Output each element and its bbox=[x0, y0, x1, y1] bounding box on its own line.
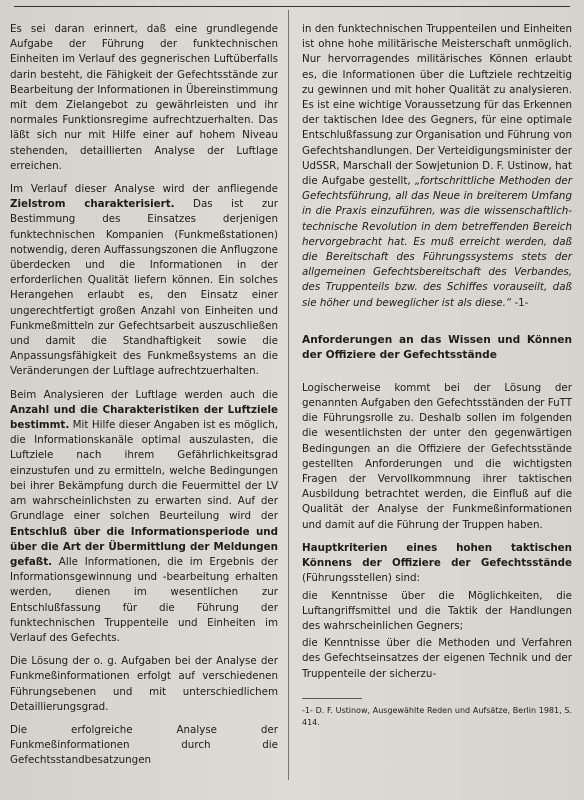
list-item: die Kenntnisse über die Methoden und Verfahren des Gefechtseinsatzes der eigenen Technik und der Truppenteile der sicherzu- bbox=[302, 637, 572, 680]
emphasis: Entschluß über die Informationsperiode und über die Art der Übermittlung der Meldungen gefaßt. bbox=[10, 525, 278, 568]
top-rule bbox=[14, 6, 570, 7]
section-heading: Anforderungen an das Wissen und Können der Offiziere der Gefechtsstände bbox=[302, 333, 572, 361]
right-column bbox=[302, 22, 572, 731]
list-item: die Kenntnisse über die Möglichkeiten, die Luftangriffsmittel und die Taktik der Handlungen des wahrscheinlichen Gegners; bbox=[302, 589, 572, 632]
paragraph: Im Verlauf dieser Analyse wird der anfliegende Zielstrom charakterisiert. Das ist zur Bestimmung des Einsatzes derjenigen funktechnischen Kompanien (Funkmeßstationen) notwendig, deren Auffassungszonen die Anflugzone überdecken und die Informationen in der erforderlichen Qualität liefern können. Ein solches Herangehen erlaubt es, den Einsatz einer ungerechtfertigt großen Anzahl von Einheiten und Funkmeßmitteln zur Gefechtsarbeit auszuschließen und damit die Standhaftigkeit sowie die Anpassungsfähigkeit des Funkmeßsystems an die Veränderungen der Luftlage aufrechtzuerhalten. bbox=[10, 183, 278, 378]
paragraph: Die Lösung der o. g. Aufgaben bei der Analyse der Funkmeßinformationen erfolgt auf verschiedenen Führungsebenen und mit unterschiedlichem Detaillierungsgrad. bbox=[10, 655, 278, 713]
emphasis: Hauptkriterien eines hohen taktischen Könnens der Offiziere der Gefechtsstände bbox=[302, 541, 572, 570]
footnote: -1- D. F. Ustinow, Ausgewählte Reden und Aufsätze, Berlin 1981, S. 414. bbox=[302, 705, 572, 727]
paragraph: Es sei daran erinnert, daß eine grundlegende Aufgabe der Führung der funktechnischen Einheiten im Verlauf des gegnerischen Luftüberfalls darin besteht, die Fähigkeit der Gefechtsstände zur Bearbeitung der Informationen in Übereinstimmung mit dem Zielangebot zu gewährleisten und ihr normales Funktionsregime aufrechtzuerhalten. Das läßt sich nur mit Hilfe einer auf hohem Niveau stehenden, detaillierten Analyse der Luftlage erreichen. bbox=[10, 23, 278, 172]
paragraph: Hauptkriterien eines hohen taktischen Könnens der Offiziere der Gefechtsstände (Führungsstellen) sind: bbox=[302, 541, 572, 585]
paragraph: Logischerweise kommt bei der Lösung der genannten Aufgaben den Gefechtsständen der FuTT die Führungsrolle zu. Deshalb sollen im folgenden die wesentlichsten der unter den gegenwärtigen Bedingungen an die Offiziere der Gefechtsstände gestellten Anforderungen und die wichtigsten Fragen der Vervollkommnung ihrer taktischen Ausbildung betrachtet werden, die Einfluß auf die Qualität der Analyse der Funkmeßinformationen und damit auf die Führung der Truppen haben. bbox=[302, 381, 572, 531]
paragraph: Die erfolgreiche Analyse der Funkmeßinformationen durch die Gefechtsstandbesatzungen bbox=[10, 723, 278, 767]
left-column bbox=[10, 22, 278, 771]
emphasis: Zielstrom charakterisiert. bbox=[10, 198, 175, 211]
paragraph: in den funktechnischen Truppenteilen und Einheiten ist ohne hohe militärische Meisterschaft unmöglich. Nur hervorragendes militärisches Können erlaubt es, die Informationen über die Luftziele rechtzeitig zu gewinnen und mit hoher Qualität zu analysieren. Es ist eine wichtige Voraussetzung für das Erkennen der taktischen Idee des Gegners, für eine optimale Entschlußfassung zur Organisation und Führung von Gefechtshandlungen. Der Verteidigungsminister der UdSSR, Marschall der Sowjetunion D. F. Ustinow, hat die Aufgabe gestellt, „fortschrittliche Methoden der Gefechtsführung, all das Neue in breiterem Umfang in die Praxis einzuführen, was die wissenschaftlich-technische Revolution in dem betreffenden Bereich hervorgebracht hat. Es muß erreicht werden, daß die Bereitschaft des Führungssystems stets der allgemeinen Gefechtsbereitschaft des Verbandes, des Truppenteils bzw. des Schiffes vorauseilt, daß sie höher und beweglicher ist als diese.“ -1- bbox=[302, 23, 572, 309]
footnote-ref: -1- bbox=[511, 296, 529, 309]
footnote-rule bbox=[302, 698, 362, 699]
paragraph: Beim Analysieren der Luftlage werden auch die Anzahl und die Charakteristiken der Luftziele bestimmt. Mit Hilfe dieser Angaben ist es möglich, die Informationskanäle optimal auszulasten, die Luftziele nach ihrem Gefährlichkeitsgrad einzustufen und zu ermitteln, welche Bedingungen bei ihrer Bekämpfung durch die Feuermittel der LV am wahrscheinlichsten zu erwarten sind. Auf der Grundlage einer solchen Beurteilung wird der Entschluß über die Informationsperiode und über die Art der Übermittlung der Meldungen gefaßt. Alle Informationen, die im Ergebnis der Informationsgewinnung und -bearbeitung erhalten werden, dienen im wesentlichen zur Entschlußfassung für die Führung der funktechnischen Truppenteile und Einheiten im Verlauf des Gefechts. bbox=[10, 388, 278, 644]
emphasis: Anzahl und die Charakteristiken der Luftziele bestimmt. bbox=[10, 403, 278, 432]
column-divider bbox=[288, 10, 289, 780]
quotation: „fortschrittliche Methoden der Gefechtsführung, all das Neue in breiterem Umfang in die Praxis einzuführen, was die wissenschaftlich-technische Revolution in dem betreffenden Bereich hervorgebracht hat. Es muß erreicht werden, daß die Bereitschaft des Führungssystems stets der allgemeinen Gefechtsbereitschaft des Verbandes, des Truppenteils bzw. des Schiffes vorauseilt, daß sie höher und beweglicher ist als diese.“ bbox=[302, 175, 572, 309]
